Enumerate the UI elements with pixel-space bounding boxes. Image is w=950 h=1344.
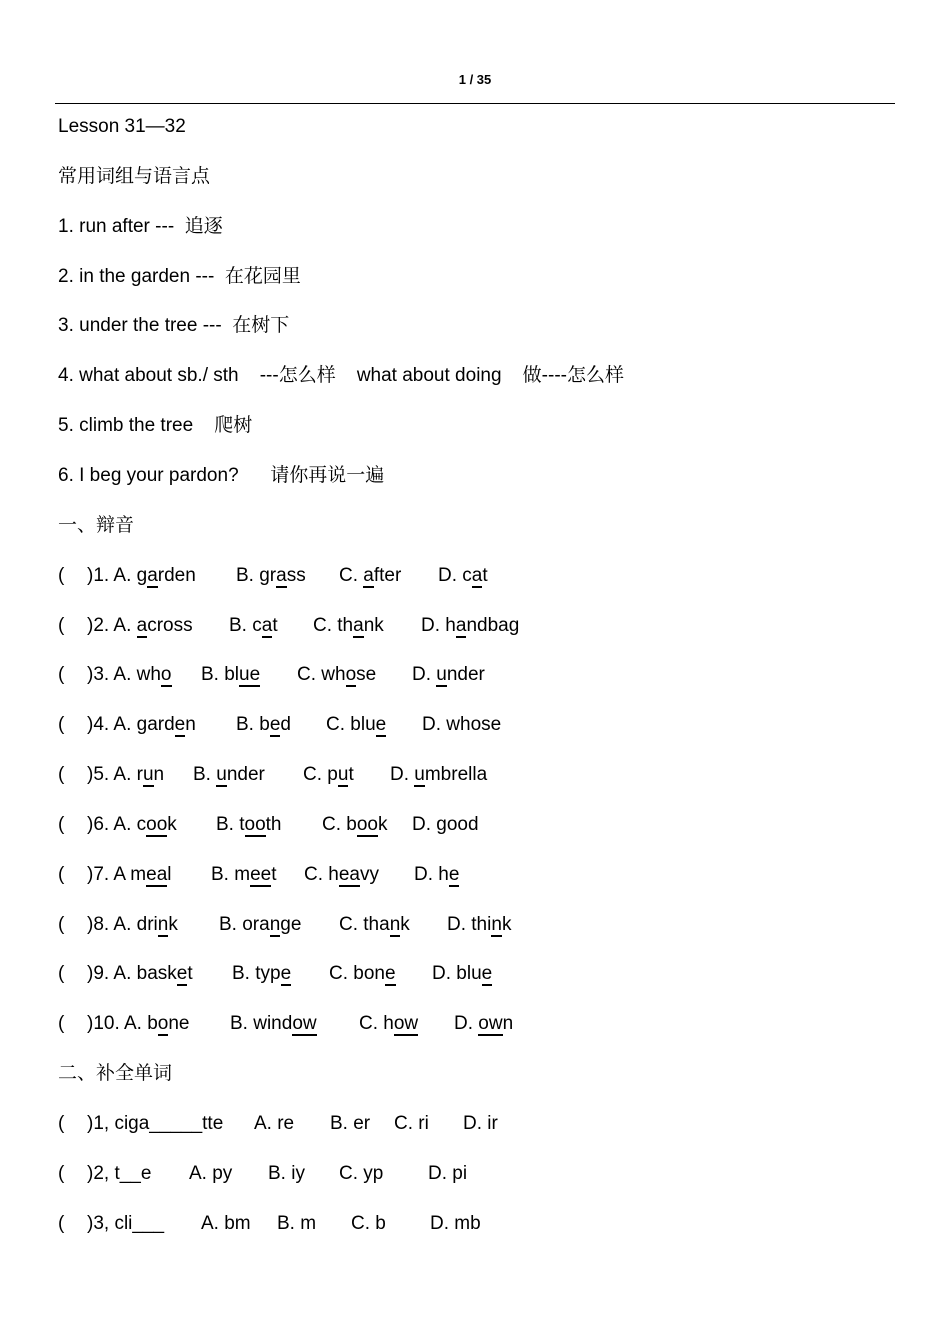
underlined-letters: o (160, 664, 172, 686)
phrase-item: 3. under the tree --- 在树下 (58, 315, 290, 337)
phonics-option (339, 913, 410, 937)
choice-option: D. ir (463, 1113, 498, 1134)
underlined-letters: u (436, 664, 447, 686)
underlined-letters: a (261, 614, 273, 636)
phrases-heading: 常用词组与语言点 (58, 165, 211, 187)
underlined-letters: n (157, 913, 169, 935)
phonics-option (87, 913, 178, 937)
option-text: )10. A. b (87, 1013, 158, 1035)
phonics-option (421, 614, 519, 638)
option-text: B. m (211, 863, 251, 885)
phonics-option (329, 962, 396, 986)
underlined-letters: ow (393, 1013, 419, 1035)
underlined-letters: a (363, 564, 374, 586)
underlined-letters: o (157, 1013, 169, 1035)
underlined-letters: a (147, 564, 158, 586)
underlined-letters: ea (338, 863, 360, 885)
option-text: ne (168, 1013, 190, 1035)
underlined-letters: e (448, 863, 460, 885)
answer-paren: ( (58, 1212, 65, 1234)
option-text: k (400, 913, 410, 935)
choice-option: B. iy (268, 1162, 305, 1184)
phonics-option (313, 614, 384, 638)
choice-option: B. m (277, 1212, 317, 1234)
phonics-option (87, 1012, 190, 1036)
option-text: ss (286, 564, 306, 586)
phrase-item: 5. climb the tree 爬树 (58, 415, 253, 437)
option-text: D. (412, 664, 437, 686)
option-text: t (187, 963, 193, 985)
choice-option: D. mb (430, 1212, 481, 1234)
option-text: B. typ (232, 963, 281, 985)
option-text: C. blu (326, 714, 376, 736)
phonics-option (412, 813, 479, 837)
lesson-title: Lesson 31—32 (58, 116, 186, 137)
phonics-question (58, 564, 898, 588)
phonics-option (219, 913, 301, 937)
option-text: B. wind (230, 1013, 293, 1035)
phonics-option (339, 564, 401, 588)
answer-paren: ( (58, 813, 65, 835)
answer-paren: ( (58, 963, 65, 985)
phrase-item: 1. run after --- 追逐 (58, 215, 223, 237)
option-text: )6. A. c (87, 813, 147, 835)
underlined-letters: e (269, 714, 281, 736)
phonics-option (414, 863, 459, 887)
phonics-option (211, 863, 276, 887)
phonics-option (236, 564, 306, 588)
option-text: d (280, 714, 291, 736)
underlined-letters: a (471, 564, 483, 586)
choice-option: C. ri (394, 1113, 429, 1134)
fill-word-question (58, 1162, 898, 1186)
option-text: D. (390, 764, 415, 786)
option-text: nder (446, 664, 485, 686)
option-text: C. wh (297, 664, 346, 686)
option-text: )4. A. gard (87, 714, 175, 736)
word-blank: )3, cli___ (87, 1212, 165, 1234)
phonics-option (87, 614, 193, 638)
option-text: C. h (304, 863, 339, 885)
page-indicator: 1 / 35 (458, 72, 492, 87)
phonics-option (326, 713, 386, 737)
phonics-question (58, 813, 898, 837)
fill-word-question (58, 1212, 898, 1236)
phonics-question (58, 614, 898, 638)
option-text: vy (360, 863, 379, 885)
phonics-question (58, 713, 898, 737)
phonics-option (236, 713, 291, 737)
option-text: k (378, 813, 388, 835)
option-text: B. t (216, 813, 245, 835)
option-text: )2. A. (87, 614, 137, 636)
underlined-letters: a (276, 564, 287, 586)
phonics-option (216, 813, 282, 837)
option-text: B. bl (201, 664, 240, 686)
phonics-option (412, 663, 485, 687)
option-text: B. gr (236, 564, 277, 586)
option-text: )7. A m (87, 863, 147, 885)
option-text: )3. A. wh (87, 664, 161, 686)
underlined-letters: e (174, 714, 186, 736)
phonics-option (229, 614, 278, 638)
phonics-option (87, 813, 177, 837)
phonics-option (297, 663, 376, 687)
phonics-option (303, 763, 354, 787)
option-text: C. p (303, 764, 338, 786)
option-text: C. h (359, 1013, 394, 1035)
underlined-letters: u (216, 764, 227, 786)
option-text: D. whose (422, 714, 502, 736)
option-text: t (482, 564, 488, 586)
phonics-option (390, 763, 487, 787)
option-text: mbrella (424, 764, 488, 786)
underlined-letters: e (375, 714, 387, 736)
option-text: rden (157, 564, 196, 586)
option-text: t (271, 863, 277, 885)
choice-option: B. er (330, 1113, 371, 1134)
underlined-letters: e (384, 963, 396, 985)
answer-paren: ( (58, 614, 65, 636)
phonics-question (58, 962, 898, 986)
section1-heading: 一、辩音 (58, 514, 135, 536)
phonics-option (359, 1012, 418, 1036)
phonics-option (87, 564, 196, 588)
underlined-letters: u (337, 764, 349, 786)
underlined-letters: oo (356, 813, 378, 835)
choice-option: C. yp (339, 1162, 384, 1184)
phonics-option (447, 913, 511, 937)
option-text: t (272, 614, 278, 636)
option-text: n (153, 764, 165, 786)
underlined-letters: o (345, 664, 357, 686)
option-text: fter (373, 564, 402, 586)
option-text: C. b (322, 813, 357, 835)
word-blank: )2, t__e (87, 1162, 152, 1184)
option-text: k (167, 813, 177, 835)
underlined-letters: n (491, 913, 502, 935)
phonics-question (58, 663, 898, 687)
option-text: )5. A. r (87, 764, 143, 786)
underlined-letters: ue (239, 664, 261, 686)
option-text: D. blu (432, 963, 482, 985)
phonics-option (193, 763, 265, 787)
answer-paren: ( (58, 863, 65, 885)
underlined-letters: n (269, 913, 281, 935)
phonics-option (201, 663, 260, 687)
phonics-option (230, 1012, 317, 1036)
phrase-item: 2. in the garden --- 在花园里 (58, 265, 301, 287)
choice-option: A. py (189, 1162, 233, 1184)
answer-paren: ( (58, 764, 65, 786)
option-text: n (502, 1013, 514, 1035)
underlined-letters: a (136, 614, 148, 636)
phonics-option (304, 863, 379, 887)
phonics-option (232, 962, 291, 986)
underlined-letters: u (414, 764, 425, 786)
option-text: C. (339, 564, 364, 586)
underlined-letters: ea (146, 863, 168, 885)
option-text: C. tha (339, 913, 390, 935)
underlined-letters: n (389, 913, 401, 935)
choice-option: C. b (351, 1212, 386, 1234)
underlined-letters: u (142, 764, 154, 786)
answer-paren: ( (58, 1113, 65, 1134)
underlined-letters: a (455, 614, 467, 636)
option-text: th (265, 813, 282, 835)
underlined-letters: a (353, 614, 364, 636)
option-text: D. c (438, 564, 472, 586)
underlined-letters: oo (146, 813, 168, 835)
underlined-letters: ow (478, 1013, 503, 1035)
option-text: D. (454, 1013, 479, 1035)
header-rule (55, 103, 895, 104)
phonics-question (58, 763, 898, 787)
option-text: ndbag (466, 614, 520, 636)
choice-option: D. pi (428, 1162, 468, 1184)
phonics-option (87, 863, 172, 887)
option-text: l (167, 863, 172, 885)
underlined-letters: e (176, 963, 188, 985)
option-text: n (185, 714, 196, 736)
underlined-letters: ow (292, 1013, 317, 1035)
phonics-question (58, 913, 898, 937)
option-text: )8. A. dri (87, 913, 158, 935)
option-text: B. b (236, 714, 270, 736)
option-text: )1. A. g (87, 564, 148, 586)
phonics-option (87, 962, 193, 986)
option-text: ge (280, 913, 302, 935)
section2-heading: 二、补全单词 (58, 1063, 173, 1085)
option-text: C. bon (329, 963, 385, 985)
phonics-option (87, 763, 164, 787)
option-text: D. thi (447, 913, 492, 935)
answer-paren: ( (58, 564, 65, 586)
option-text: C. th (313, 614, 354, 636)
choice-option: A. bm (201, 1212, 251, 1234)
option-text: t (348, 764, 354, 786)
answer-paren: ( (58, 913, 65, 935)
phrase-item: 6. I beg your pardon? 请你再说一遍 (58, 464, 385, 486)
option-text: cross (147, 614, 193, 636)
option-text: D. h (421, 614, 456, 636)
fill-word-question (58, 1112, 898, 1136)
underlined-letters: e (481, 963, 493, 985)
phonics-option (87, 663, 172, 687)
answer-paren: ( (58, 664, 65, 686)
option-text: nder (226, 764, 265, 786)
phonics-option (432, 962, 492, 986)
phonics-option (438, 564, 488, 588)
option-text: D. good (412, 813, 479, 835)
option-text: k (501, 913, 512, 935)
phonics-option (422, 713, 501, 737)
answer-paren: ( (58, 1162, 65, 1184)
option-text: B. (193, 764, 217, 786)
word-blank: )1, ciga_____tte (87, 1113, 224, 1134)
option-text: B. c (229, 614, 262, 636)
answer-paren: ( (58, 1013, 65, 1035)
choice-option: A. re (254, 1113, 295, 1134)
phonics-question (58, 1012, 898, 1036)
phonics-question (58, 863, 898, 887)
option-text: nk (363, 614, 384, 636)
phonics-option (322, 813, 388, 837)
option-text: B. ora (219, 913, 270, 935)
underlined-letters: oo (244, 813, 266, 835)
option-text: se (356, 664, 377, 686)
underlined-letters: ee (250, 863, 272, 885)
option-text: D. h (414, 863, 449, 885)
phrase-item: 4. what about sb./ sth ---怎么样 what about doing 做----怎么样 (58, 365, 624, 387)
answer-paren: ( (58, 714, 65, 736)
option-text: )9. A. bask (87, 963, 177, 985)
option-text: k (168, 913, 178, 935)
phonics-option (87, 713, 196, 737)
phonics-option (454, 1012, 513, 1036)
underlined-letters: e (280, 963, 292, 985)
